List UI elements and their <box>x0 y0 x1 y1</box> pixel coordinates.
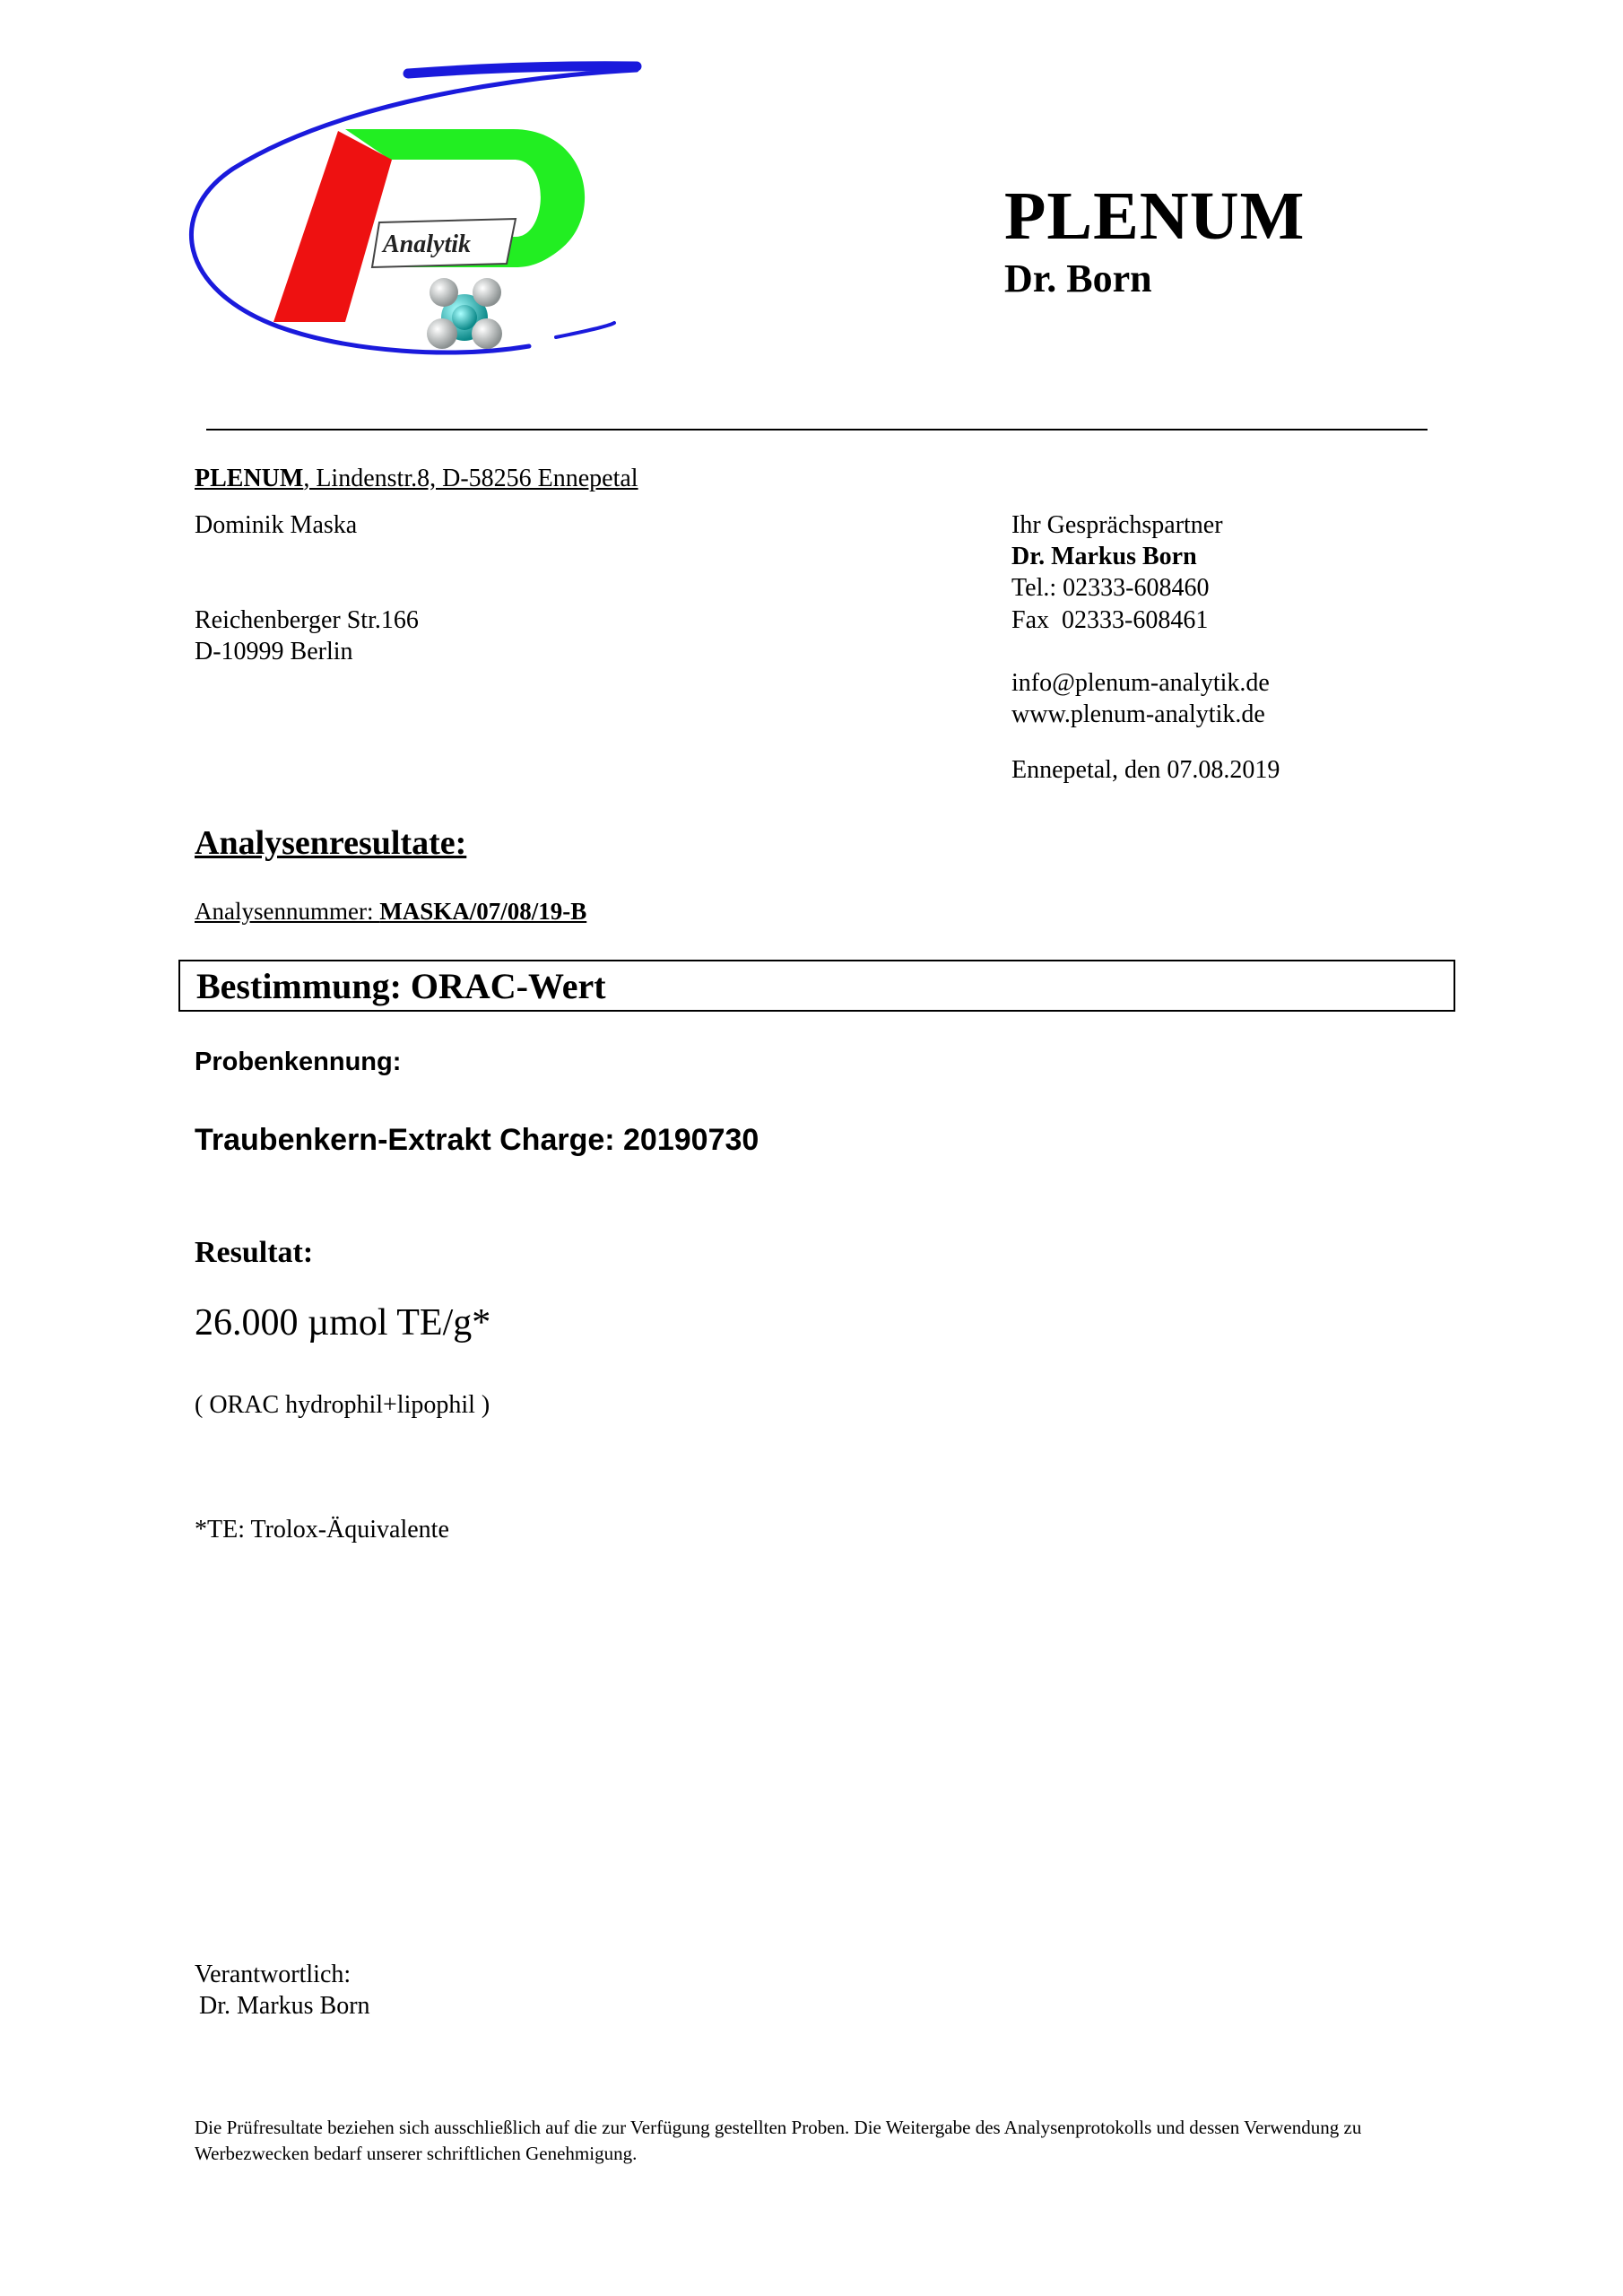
result-label: Resultat: <box>195 1236 314 1269</box>
recipient-city: D-10999 Berlin <box>195 638 353 665</box>
company-subtitle: Dr. Born <box>1004 257 1152 300</box>
contact-phone: Tel.: 02333-608460 <box>1011 574 1210 602</box>
letter-date: Ennepetal, den 07.08.2019 <box>1011 756 1280 784</box>
sample-label: Probenkennung: <box>195 1048 402 1076</box>
result-value: 26.000 µmol TE/g* <box>195 1302 491 1344</box>
determination-box <box>178 960 1455 1012</box>
te-footnote: *TE: Trolox-Äquivalente <box>195 1516 449 1544</box>
analysis-number-label: Analysennummer: <box>195 898 380 925</box>
contact-website[interactable]: www.plenum-analytik.de <box>1011 700 1265 728</box>
contact-email[interactable]: info@plenum-analytik.de <box>1011 669 1270 697</box>
analysis-number-value: MASKA/07/08/19-B <box>379 898 587 925</box>
sample-value: Traubenkern-Extrakt Charge: 20190730 <box>195 1123 759 1157</box>
contact-label: Ihr Gesprächspartner <box>1011 511 1223 539</box>
responsible-name: Dr. Markus Born <box>199 1992 370 2020</box>
header-divider <box>206 429 1428 430</box>
plenum-analytik-logo <box>184 61 650 411</box>
sender-address: , Lindenstr.8, D-58256 Ennepetal <box>303 465 638 492</box>
company-name: PLENUM <box>1004 178 1306 254</box>
contact-fax: Fax 02333-608461 <box>1011 606 1209 634</box>
result-note: ( ORAC hydrophil+lipophil ) <box>195 1391 490 1419</box>
recipient-street: Reichenberger Str.166 <box>195 606 419 634</box>
footer-disclaimer: Die Prüfresultate beziehen sich ausschließlich auf die zur Verfügung gestellten Proben. Die Weitergabe des Analysenprotokolls und dessen Verwendung zu Werbezwecken bedarf unserer schriftlichen Genehmigung. <box>195 2117 1362 2164</box>
recipient-name: Dominik Maska <box>195 511 358 539</box>
sender-company: PLENUM <box>195 465 304 492</box>
molecule-icon <box>427 278 502 349</box>
report-title: Analysenresultate: <box>195 824 467 862</box>
determination-text: Bestimmung: ORAC-Wert <box>196 966 606 1006</box>
analysis-number <box>195 898 586 926</box>
sender-address-line <box>195 465 638 493</box>
contact-name: Dr. Markus Born <box>1011 543 1197 570</box>
responsible-label: Verantwortlich: <box>195 1961 352 1988</box>
logo-text: Analytik <box>383 230 472 258</box>
logo-red-bar <box>273 131 392 322</box>
